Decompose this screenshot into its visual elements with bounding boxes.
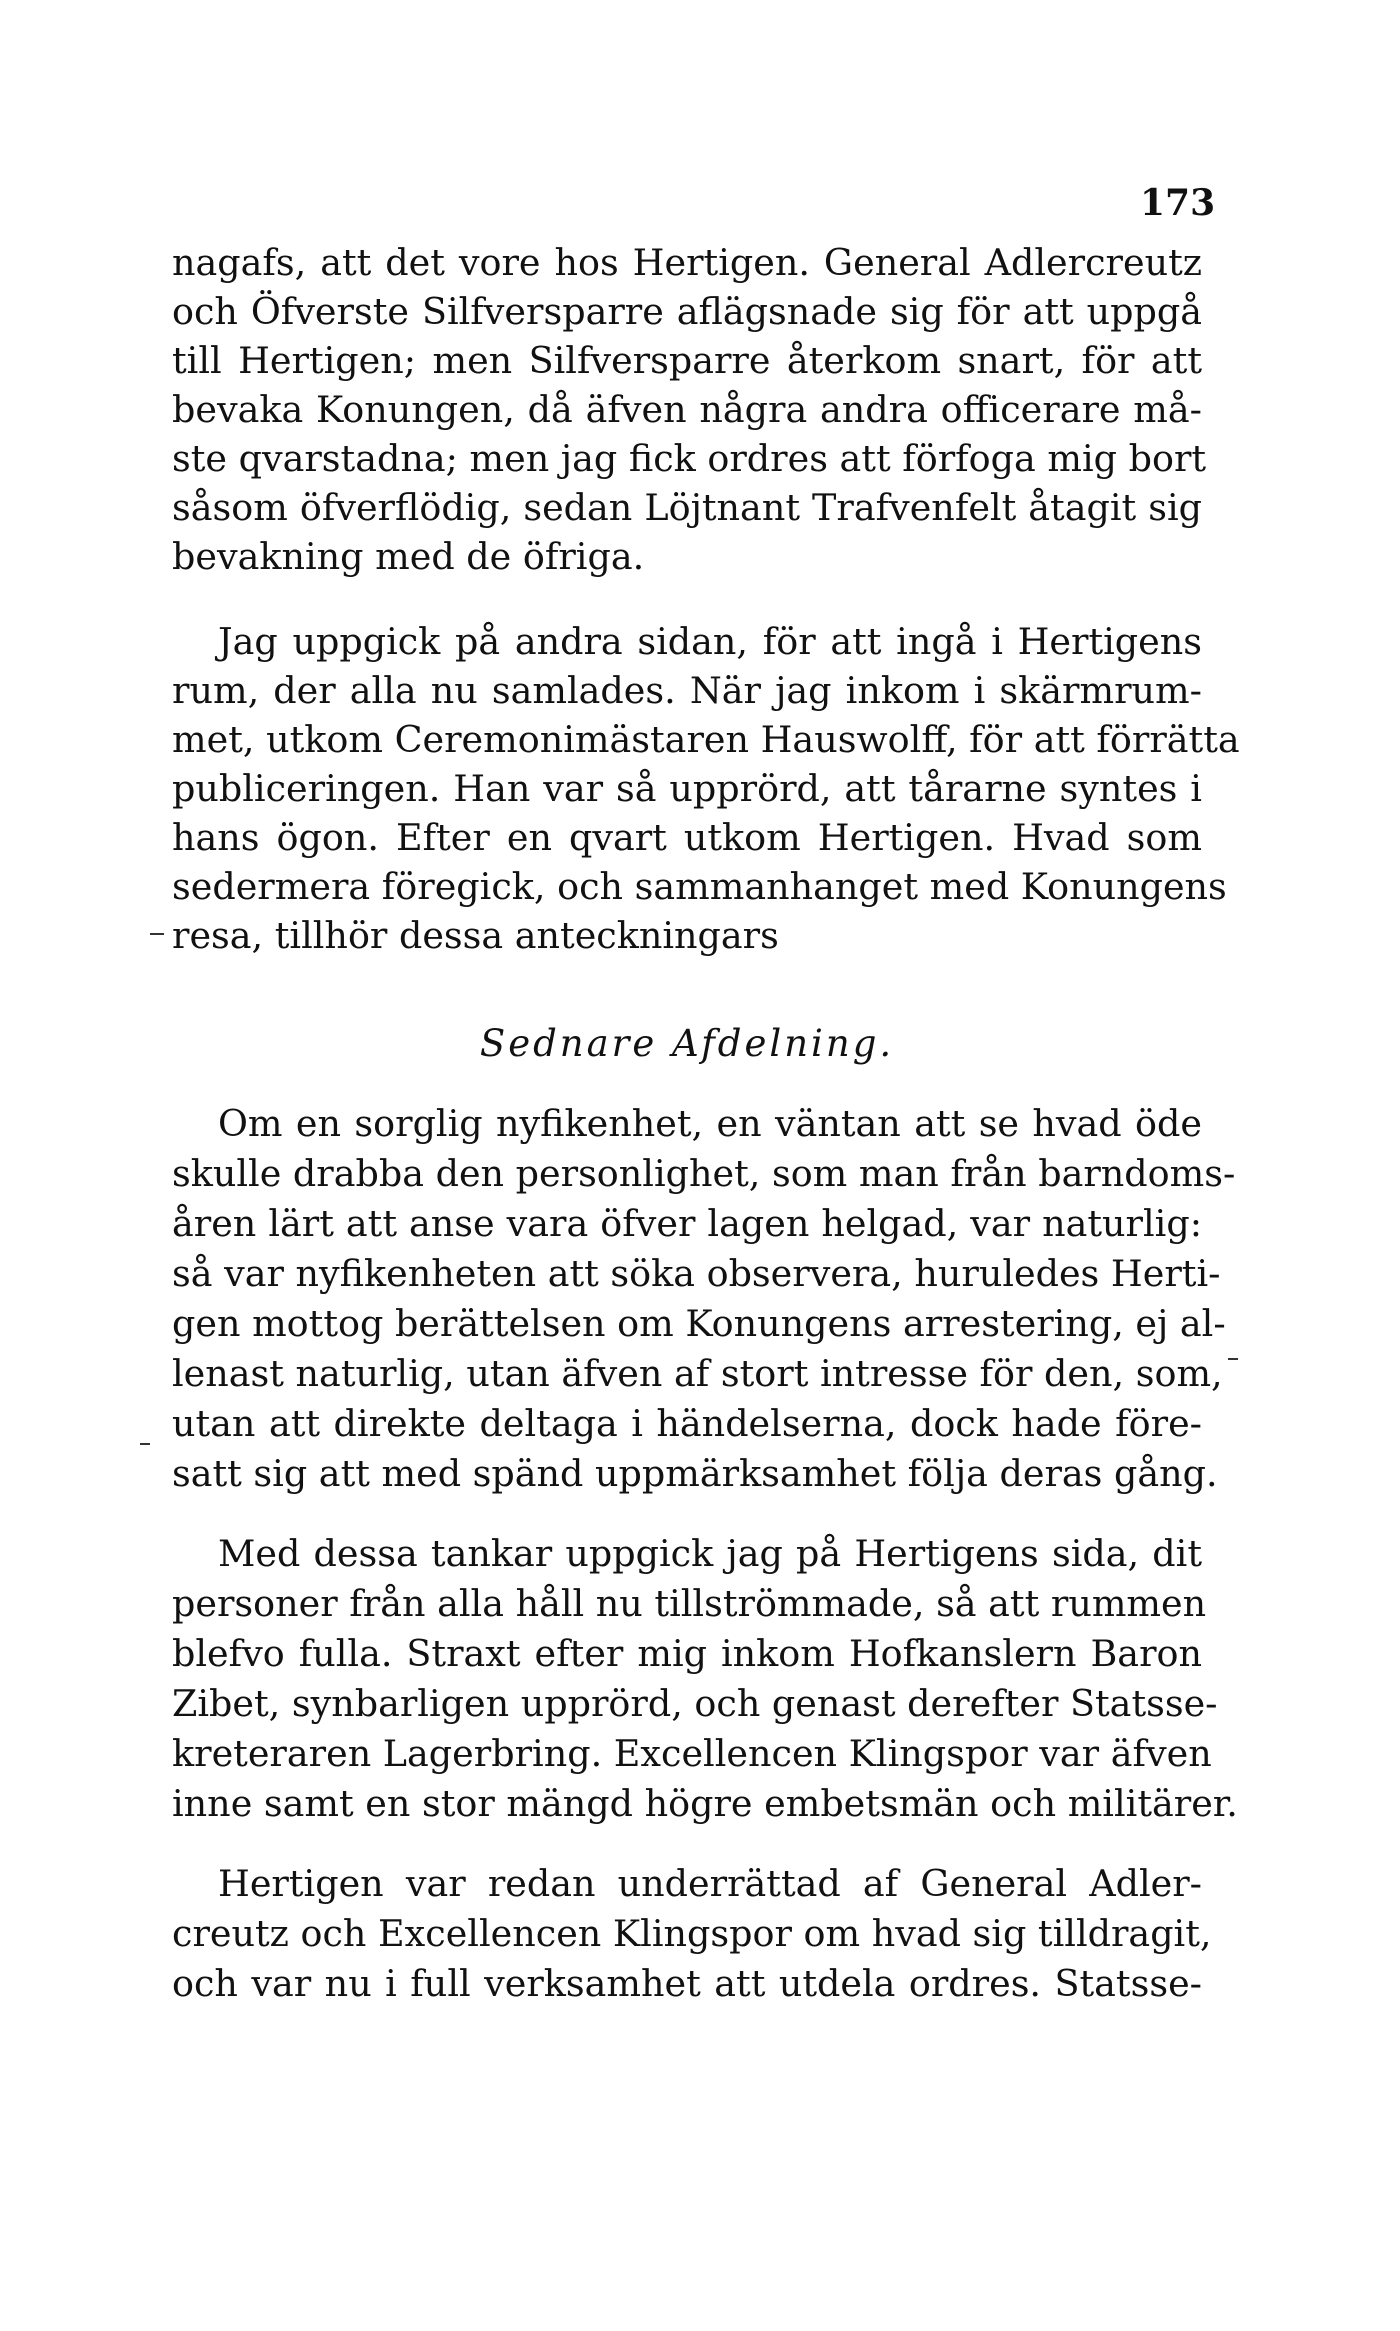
text-line: inne samt en stor mängd högre embetsmän och militärer. (172, 1782, 1238, 1825)
text-line: åren lärt att anse vara öfver lagen helgad, var naturlig: (172, 1202, 1202, 1245)
text-line: publiceringen. Han var så upprörd, att tårarne syntes i (172, 767, 1202, 810)
section-heading: Sednare Afdelning. (479, 1022, 895, 1065)
text-line: hans ögon. Efter en qvart utkom Hertigen. Hvad som (172, 816, 1202, 859)
page-number: 173 (1140, 182, 1216, 224)
scan-mark (1228, 1358, 1238, 1360)
text-line: kreteraren Lagerbring. Excellencen Klingspor var äfven (172, 1732, 1212, 1775)
text-line: bevaka Konungen, då äfven några andra officerare må- (172, 388, 1202, 431)
text-line: Zibet, synbarligen upprörd, och genast derefter Statsse- (172, 1682, 1218, 1725)
text-line: ste qvarstadna; men jag fick ordres att förfoga mig bort (172, 437, 1207, 480)
text-line: skulle drabba den personlighet, som man från barndoms- (172, 1152, 1236, 1195)
text-line: lenast naturlig, utan äfven af stort intresse för den, som, (172, 1352, 1223, 1395)
text-line: blefvo fulla. Straxt efter mig inkom Hofkanslern Baron (172, 1632, 1202, 1675)
text-line: nagafs, att det vore hos Hertigen. General Adlercreutz (172, 241, 1202, 284)
text-line: personer från alla håll nu tillströmmade, så att rummen (172, 1582, 1207, 1625)
scan-mark (150, 933, 164, 935)
text-line: rum, der alla nu samlades. När jag inkom i skärmrum- (172, 669, 1202, 712)
text-line: satt sig att med spänd uppmärksamhet följa deras gång. (172, 1452, 1218, 1495)
text-line: så var nyfikenheten att söka observera, huruledes Herti- (172, 1252, 1221, 1295)
text-line: Om en sorglig nyfikenhet, en väntan att se hvad öde (218, 1102, 1202, 1145)
text-line: och var nu i full verksamhet att utdela ordres. Statsse- (172, 1962, 1202, 2005)
text-line: Med dessa tankar uppgick jag på Hertigens sida, dit (218, 1532, 1202, 1575)
text-line: till Hertigen; men Silfversparre återkom snart, för att (172, 339, 1202, 382)
text-line: Hertigen var redan underrättad af General Adler- (218, 1862, 1202, 1905)
text-line: och Öfverste Silfversparre aflägsnade sig för att uppgå (172, 290, 1202, 333)
text-line: utan att direkte deltaga i händelserna, dock hade före- (172, 1402, 1202, 1445)
text-line: sedermera föregick, och sammanhanget med Konungens (172, 865, 1227, 908)
text-line: såsom öfverflödig, sedan Löjtnant Trafvenfelt åtagit sig (172, 486, 1202, 529)
text-line: Jag uppgick på andra sidan, för att ingå i Hertigens (218, 620, 1202, 663)
text-line: bevakning med de öfriga. (172, 535, 645, 578)
text-line: met, utkom Ceremonimästaren Hauswolff, för att förrätta (172, 718, 1240, 761)
text-line: resa, tillhör dessa anteckningars (172, 914, 779, 957)
scan-mark (140, 1443, 150, 1445)
text-line: gen mottog berättelsen om Konungens arrestering, ej al- (172, 1302, 1226, 1345)
text-line: creutz och Excellencen Klingspor om hvad sig tilldragit, (172, 1912, 1212, 1955)
